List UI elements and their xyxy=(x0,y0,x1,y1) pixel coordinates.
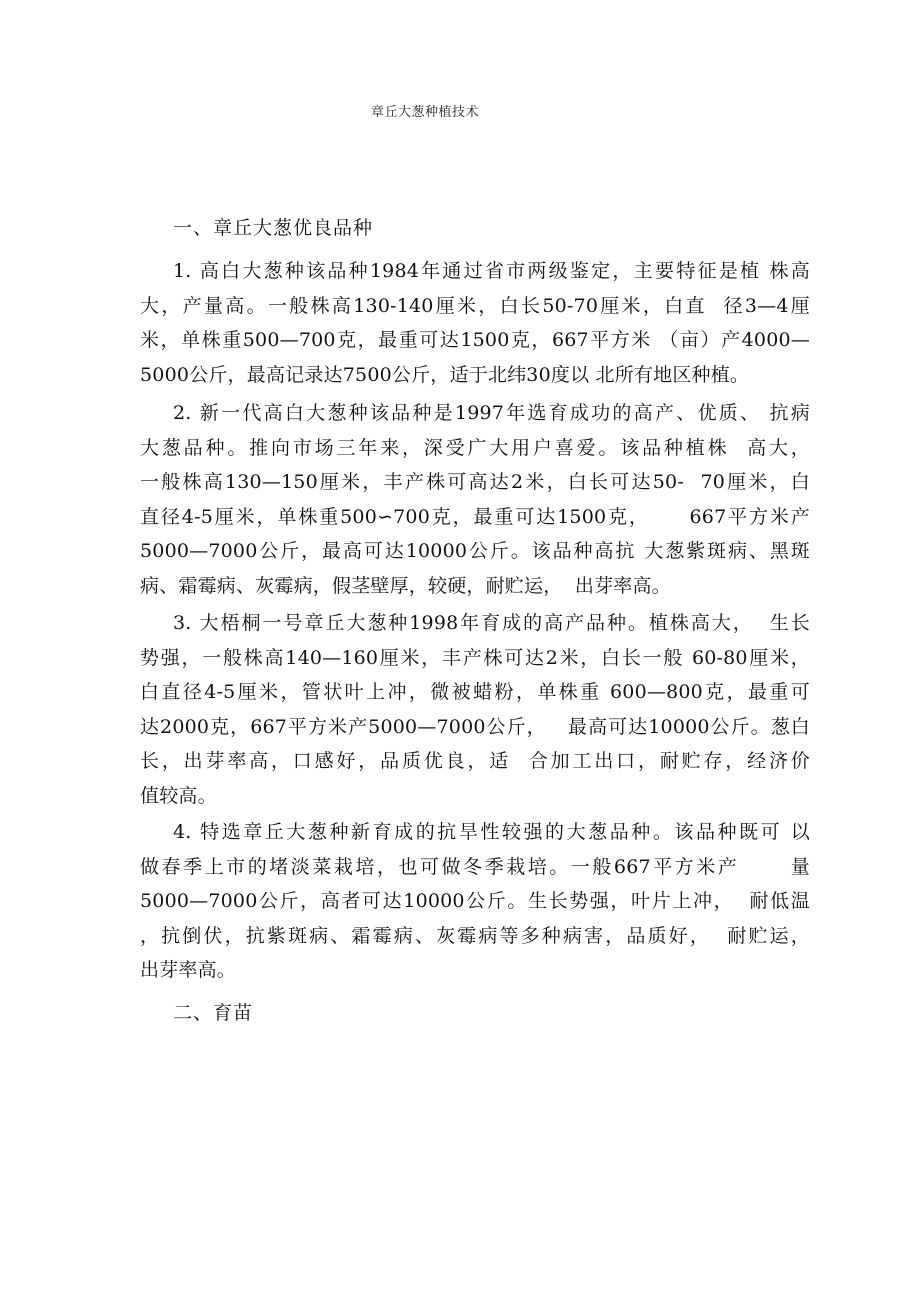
text-line: 5000—7000公斤，高者可达10000公斤。生长势强，叶片上冲， 耐低温 xyxy=(140,890,810,912)
section-heading-seedling: 二、育苗 xyxy=(173,1002,254,1024)
document-title: 章丘大葱种植技术 xyxy=(370,105,479,120)
paragraph-variety-3 xyxy=(140,606,810,813)
text-line: 达2000克，667平方米产5000—7000公斤， 最高可达10000公斤。葱白 xyxy=(140,715,810,738)
text-line: 势强，一般株高140—160厘米，丰产株可达2米，白长一般 60-80厘米， xyxy=(140,646,810,669)
text-line: 长，出芽率高，口感好，品质优良，适 合加工出口，耐贮存，经济价 xyxy=(140,750,810,772)
paragraph-variety-1 xyxy=(140,254,810,392)
text-line: 做春季上市的堵淡菜栽培，也可做冬季栽培。一般667平方米产 量 xyxy=(140,855,810,878)
section-heading-varieties: 一、章丘大葱优良品种 xyxy=(173,217,374,239)
text-line: 4. 特选章丘大葱种新育成的抗旱性较强的大葱品种。该品种既可 以 xyxy=(173,821,810,843)
text-line: 1. 高白大葱种该品种1984年通过省市两级鉴定，主要特征是植 株高 xyxy=(173,260,810,282)
text-line: 米，单株重500—700克，最重可达1500克，667平方米 （亩）产4000— xyxy=(140,329,810,351)
text-line: 病、霜霉病、灰霉病，假茎壁厚，较硬，耐贮运， 出芽率高。 xyxy=(140,574,671,597)
text-line: 5000—7000公斤，最高可达10000公斤。该品种高抗 大葱紫斑病、黑斑 xyxy=(140,540,810,562)
text-line: 一般株高130—150厘米，丰产株可高达2米，白长可达50- 70厘米，白 xyxy=(140,471,810,493)
text-line: 值较高。 xyxy=(140,784,217,807)
text-line: 5000公斤，最高记录达7500公斤，适于北纬30度以 北所有地区种植。 xyxy=(140,363,750,386)
text-line: ，抗倒伏，抗紫斑病、霜霉病、灰霉病等多种病害，品质好， 耐贮运， xyxy=(140,924,810,947)
text-line: 3. 大梧桐一号章丘大葱种1998年育成的高产品种。植株高大， 生长 xyxy=(173,612,810,634)
text-line: 大，产量高。一般株高130-140厘米，白长50-70厘米，白直 径3—4厘 xyxy=(140,294,810,317)
text-line: 直径4-5厘米，单株重500∽700克，最重可达1500克， 667平方米产 xyxy=(140,505,810,528)
text-line: 大葱品种。推向市场三年来，深受广大用户喜爱。该品种植株 高大， xyxy=(140,436,810,459)
text-line: 白直径4-5厘米，管状叶上冲，微被蜡粉，单株重 600—800克，最重可 xyxy=(140,681,810,703)
paragraph-variety-2 xyxy=(140,396,810,603)
text-line: 2. 新一代高白大葱种该品种是1997年选育成功的高产、优质、 抗病 xyxy=(173,402,810,424)
text-line: 出芽率高。 xyxy=(140,959,237,981)
paragraph-variety-4 xyxy=(140,815,810,988)
